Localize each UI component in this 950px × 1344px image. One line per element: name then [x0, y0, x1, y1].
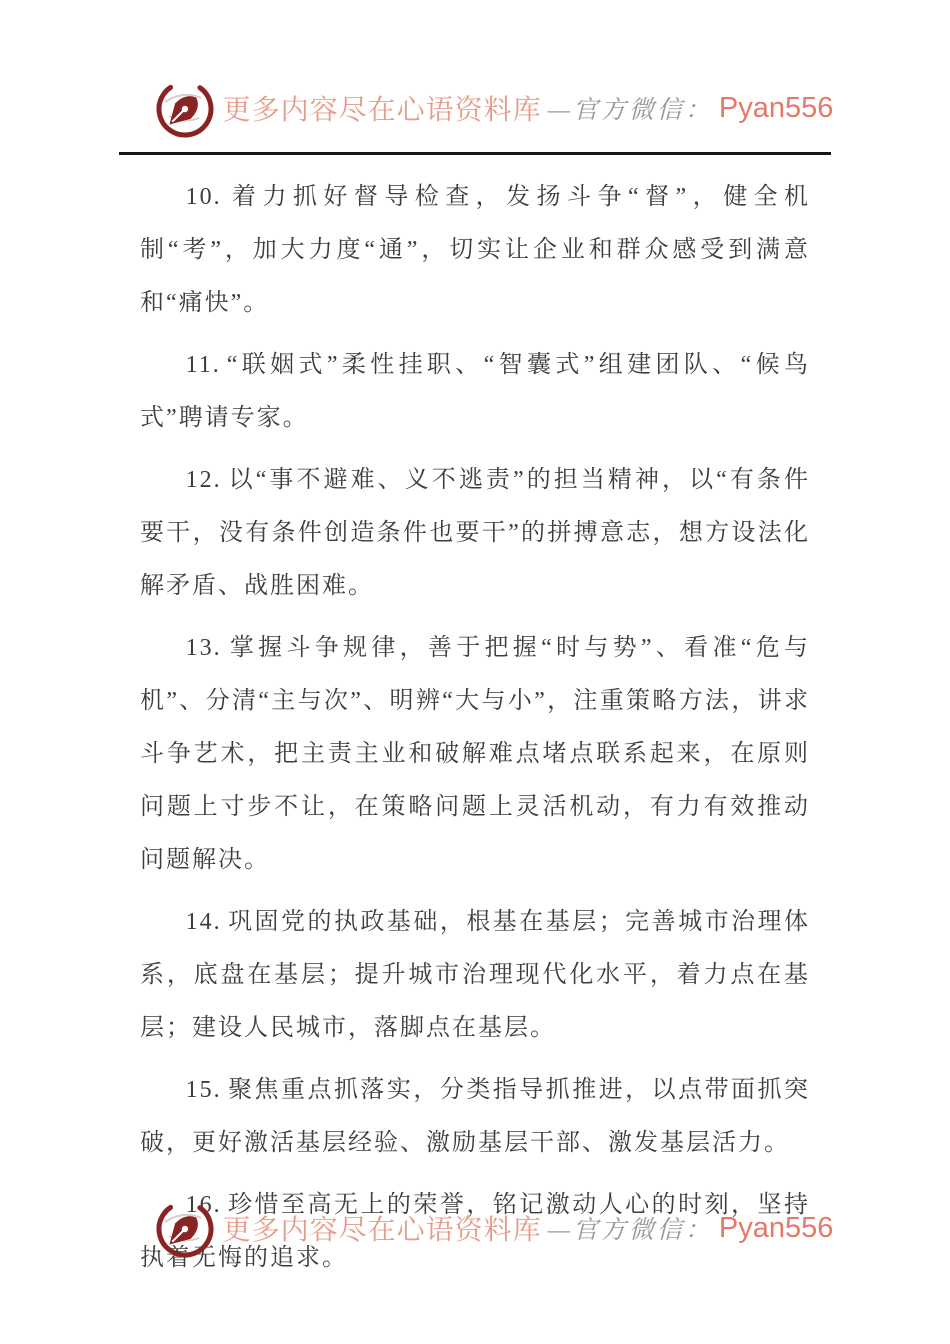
footer-banner	[18, 1196, 950, 1260]
paragraph-text: 巩固党的执政基础，根基在基层；完善城市治理体系，底盘在基层；提升城市治理现代化水平，着力点在基层；建设人民城市，落脚点在基层。	[140, 909, 810, 1041]
paragraph-12	[140, 454, 810, 613]
wechat-id: Pyan556	[718, 1211, 834, 1244]
brand-text: 更多内容尽在心语资料库	[222, 95, 542, 126]
paragraph-number: 16.	[185, 1192, 222, 1218]
paragraph-text: “联姻式”柔性挂职、“智囊式”组建团队、“候鸟式”聘请专家。	[140, 352, 810, 431]
paragraph-11	[140, 339, 810, 445]
paragraph-text: 聚焦重点抓落实，分类指导抓推进，以点带面抓突破，更好激活基层经验、激励基层干部、激发基层活力。	[140, 1077, 810, 1156]
paragraph-number: 13.	[185, 635, 222, 661]
paragraph-10	[140, 171, 810, 330]
paragraph-14	[140, 896, 810, 1055]
header-banner	[18, 0, 950, 140]
paragraph-text: 以“事不避难、义不逃责”的担当精神，以“有条件要干，没有条件创造条件也要干”的拼搏意志，想方设法化解矛盾、战胜困难。	[140, 467, 810, 599]
paragraph-number: 14.	[185, 909, 222, 935]
paragraph-number: 12.	[185, 467, 222, 493]
wechat-id: Pyan556	[718, 91, 834, 124]
paragraph-text: 掌握斗争规律，善于把握“时与势”、看准“危与机”、分清“主与次”、明辨“大与小”，注重策略方法，讲求斗争艺术，把主责主业和破解难点堵点联系起来，在原则问题上寸步不让，在策略问题上灵活机动，有力有效推动问题解决。	[140, 635, 810, 873]
pen-nib-circle-logo-icon	[153, 1196, 217, 1260]
document-body	[140, 155, 810, 1285]
paragraph-number: 15.	[185, 1077, 222, 1103]
paragraph-13	[140, 622, 810, 887]
wechat-label: —官方微信：	[547, 97, 713, 124]
paragraph-text: 珍惜至高无上的荣誉，铭记激动人心的时刻，坚持执着无悔的追求。	[140, 1192, 810, 1271]
pen-nib-circle-logo-icon	[153, 76, 217, 140]
paragraph-text: 着力抓好督导检查，发扬斗争“督”，健全机制“考”，加大力度“通”，切实让企业和群众感受到满意和“痛快”。	[140, 184, 810, 316]
paragraph-number: 11.	[185, 352, 221, 378]
paragraph-15	[140, 1064, 810, 1170]
wechat-label: —官方微信：	[547, 1217, 713, 1244]
paragraph-number: 10.	[185, 184, 222, 210]
brand-text: 更多内容尽在心语资料库	[222, 1215, 542, 1246]
